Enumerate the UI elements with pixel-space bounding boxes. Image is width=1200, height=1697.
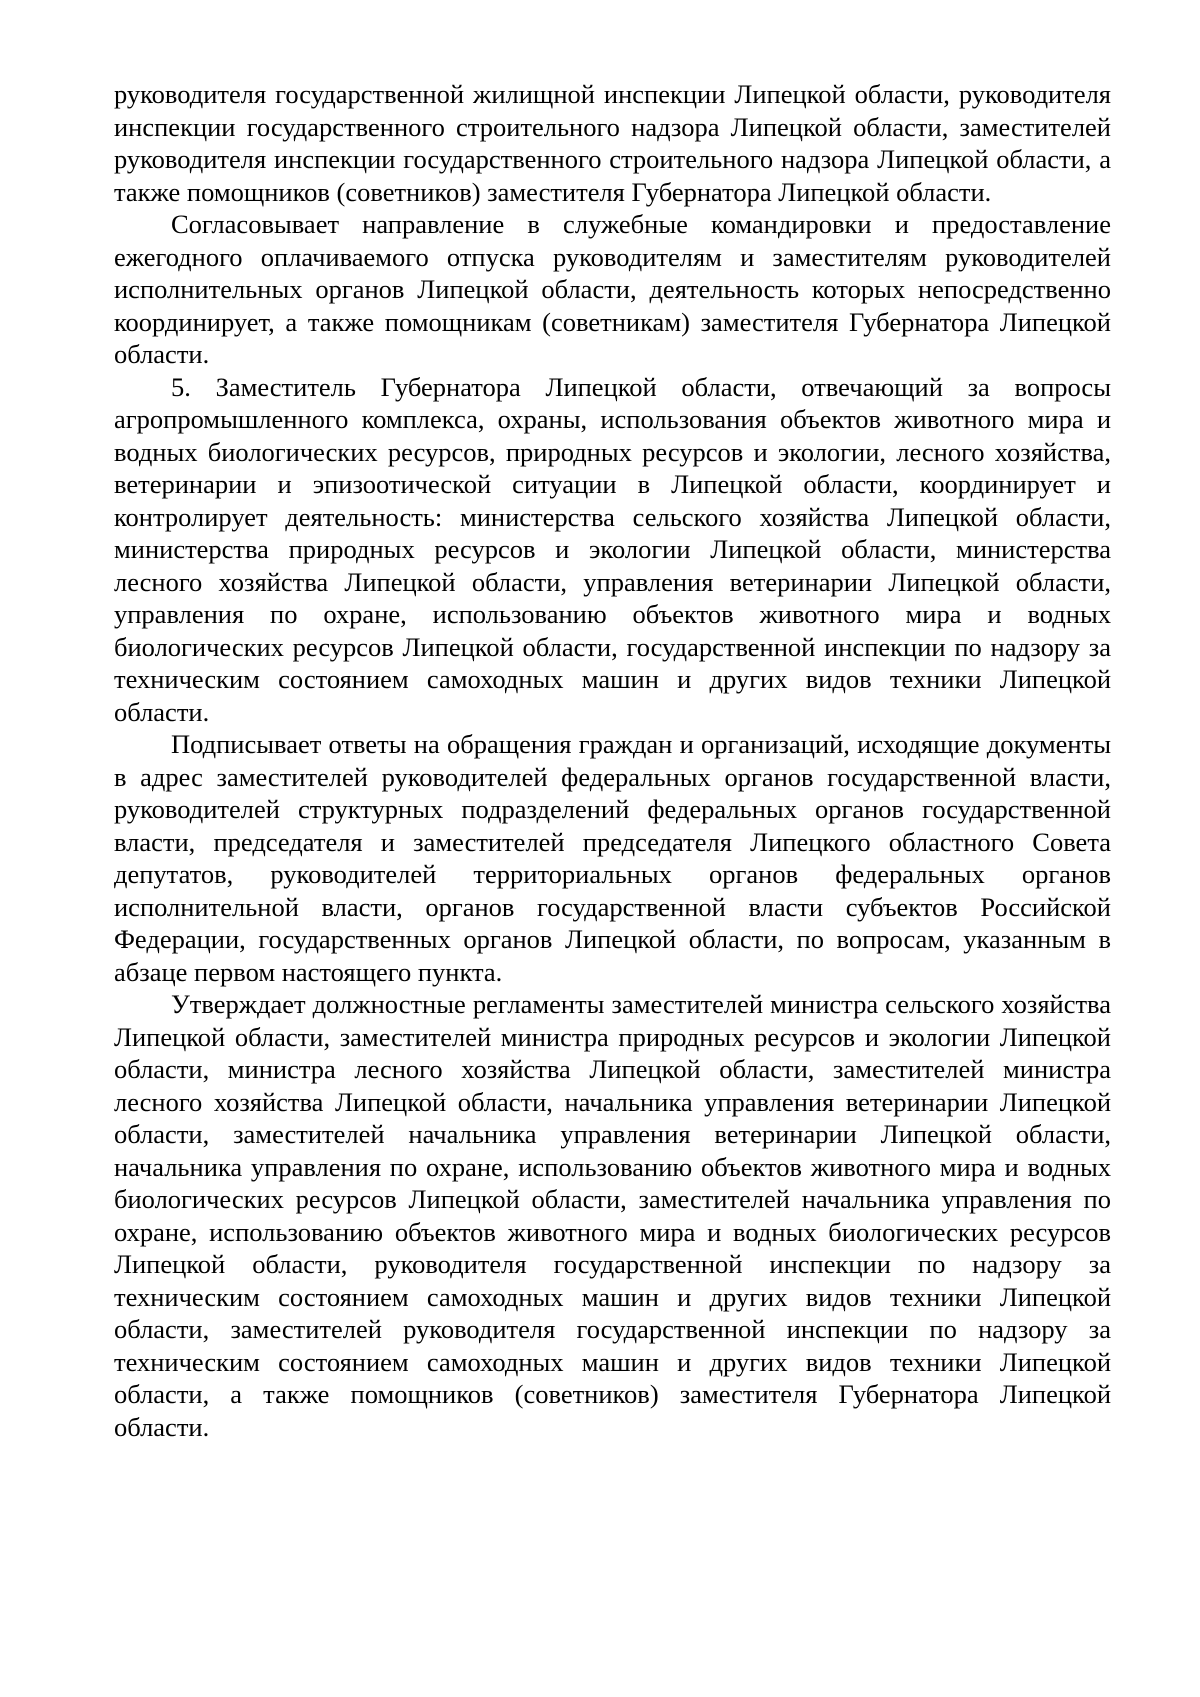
paragraph-coordination-approval: Согласовывает направление в служебные командировки и предоставление ежегодного оплачиваемого отпуска руководителям и заместителям руководителей исполнительных органов Липецкой области, деятельность которых непосредственно координирует, а также помощникам (советникам) заместителя Губернатора Липецкой области. xyxy=(114,209,1111,369)
paragraph-continuation: руководителя государственной жилищной инспекции Липецкой области, руководителя инспекции государственного строительного надзора Липецкой области, заместителей руководителя инспекции государственного строительного надзора Липецкой области, а также помощников (советников) заместителя Губернатора Липецкой области. xyxy=(114,79,1111,207)
paragraph-item-5: 5. Заместитель Губернатора Липецкой области, отвечающий за вопросы агропромышленного комплекса, охраны, использования объектов животного мира и водных биологических ресурсов, природных ресурсов и экологии, лесного хозяйства, ветеринарии и эпизоотической ситуации в Липецкой области, координирует и контролирует деятельность: министерства сельского хозяйства Липецкой области, министерства природных ресурсов и экологии Липецкой области, министерства лесного хозяйства Липецкой области, управления ветеринарии Липецкой области, управления по охране, использованию объектов животного мира и водных биологических ресурсов Липецкой области, государственной инспекции по надзору за техническим состоянием самоходных машин и других видов техники Липецкой области. xyxy=(114,371,1111,727)
paragraph-approves-regulations: Утверждает должностные регламенты заместителей министра сельского хозяйства Липецкой области, заместителей министра природных ресурсов и экологии Липецкой области, министра лесного хозяйства Липецкой области, заместителей министра лесного хозяйства Липецкой области, начальника управления ветеринарии Липецкой области, заместителей начальника управления ветеринарии Липецкой области, начальника управления по охране, использованию объектов животного мира и водных биологических ресурсов Липецкой области, заместителей начальника управления по охране, использованию объектов животного мира и водных биологических ресурсов Липецкой области, руководителя государственной инспекции по надзору за техническим состоянием самоходных машин и других видов техники Липецкой области, заместителей руководителя государственной инспекции по надзору за техническим состоянием самоходных машин и других видов техники Липецкой области, а также помощников (советников) заместителя Губернатора Липецкой области. xyxy=(114,989,1111,1442)
paragraph-signs-responses: Подписывает ответы на обращения граждан и организаций, исходящие документы в адрес заместителей руководителей федеральных органов государственной власти, руководителей структурных подразделений федеральных органов государственной власти, председателя и заместителей председателя Липецкого областного Совета депутатов, руководителей территориальных органов федеральных органов исполнительной власти, органов государственной власти субъектов Российской Федерации, государственных органов Липецкой области, по вопросам, указанным в абзаце первом настоящего пункта. xyxy=(114,729,1111,987)
document-body xyxy=(114,78,1111,1443)
